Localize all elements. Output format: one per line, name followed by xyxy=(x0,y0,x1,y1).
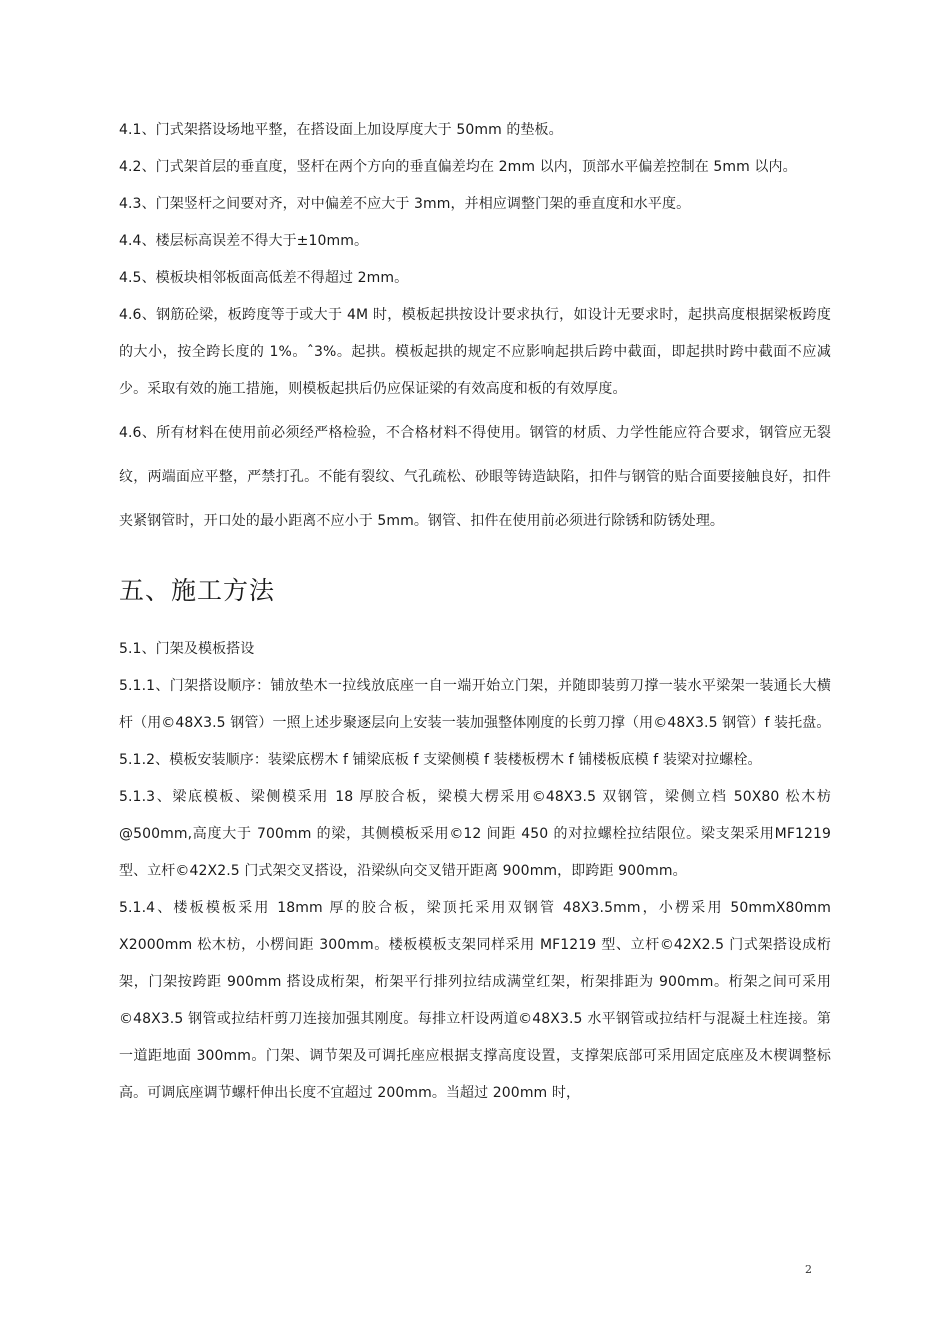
paragraph-5-1-2: 5.1.2、模板安装顺序：装梁底楞木 f 铺梁底板 f 支梁侧模 f 装楼板楞木 f 铺楼板底模 f 装梁对拉螺栓。 xyxy=(119,752,762,768)
paragraph-4-1: 4.1、门式架搭设场地平整，在搭设面上加设厚度大于 50mm 的垫板。 xyxy=(119,122,563,138)
paragraph-4-6-materials: 4.6、所有材料在使用前必须经严格检验，不合格材料不得使用。钢管的材质、力学性能应符合要求，钢管应无裂纹，两端面应平整，严禁打孔。不能有裂纹、气孔疏松、砂眼等铸造缺陷，扣件与钢管的贴合面要接触良好，扣件夹紧钢管时，开口处的最小距离不应小于 5mm。钢管、扣件在使用前必须进行除锈和防锈处理。 xyxy=(119,425,831,529)
paragraph-5-1-1: 5.1.1、门架搭设顺序：铺放垫木一拉线放底座一自一端开始立门架，并随即装剪刀撑一装水平梁架一装通长大横杆（用©48X3.5 钢管）一照上述步聚逐层向上安装一装加强整体刚度的长剪刀撑（用©48X3.5 钢管）f 装托盘。 xyxy=(119,678,831,731)
paragraph-4-3: 4.3、门架竖杆之间要对齐，对中偏差不应大于 3mm，并相应调整门架的垂直度和水平度。 xyxy=(119,196,691,212)
paragraph-5-1: 5.1、门架及模板搭设 xyxy=(119,641,255,657)
paragraph-5-1-3: 5.1.3、梁底模板、梁侧模采用 18 厚胶合板，梁模大楞采用©48X3.5 双钢管，梁侧立档 50X80 松木枋@500mm,高度大于 700mm 的梁，其侧模板采用©12 间距 450 的对拉螺栓拉结限位。梁支架采用MF1219 型、立杆©42X2.5 门式架交叉搭设，沿梁纵向交叉错开距离 900mm，即跨距 900mm。 xyxy=(119,789,831,879)
page-number: 2 xyxy=(805,1263,812,1276)
paragraph-4-6-camber: 4.6、钢筋砼梁，板跨度等于或大于 4M 时，模板起拱按设计要求执行，如设计无要求时，起拱高度根据梁板跨度的大小，按全跨长度的 1%。ˆ3%。起拱。模板起拱的规定不应影响起拱后跨中截面，即起拱时跨中截面不应减少。采取有效的施工措施，则模板起拱后仍应保证梁的有效高度和板的有效厚度。 xyxy=(119,307,831,397)
section-5-heading: 五、施工方法 xyxy=(119,576,276,605)
paragraph-4-2: 4.2、门式架首层的垂直度，竖杆在两个方向的垂直偏差均在 2mm 以内，顶部水平偏差控制在 5mm 以内。 xyxy=(119,159,797,175)
paragraph-4-4: 4.4、楼层标高误差不得大于±10mm。 xyxy=(119,233,369,249)
paragraph-5-1-4: 5.1.4、楼板模板采用 18mm 厚的胶合板，梁顶托采用双钢管 48X3.5mm，小楞采用 50mmX80mm X2000mm 松木枋，小楞间距 300mm。楼板模板支架同样采用 MF1219 型、立杆©42X2.5 门式架搭设成桁架，门架按跨距 900mm 搭设成桁架，桁架平行排列拉结成满堂红架，桁架排距为 900mm。桁架之间可采用©48X3.5 钢管或拉结杆剪刀连接加强其刚度。每排立杆设两道©48X3.5 水平钢管或拉结杆与混凝土柱连接。第一道距地面 300mm。门架、调节架及可调托座应根据支撑高度设置，支撑架底部可采用固定底座及木楔调整标高。可调底座调节螺杆伸出长度不宜超过 200mm。当超过 200mm 时， xyxy=(119,900,831,1101)
page-content xyxy=(119,112,831,1112)
paragraph-4-5: 4.5、模板块相邻板面高低差不得超过 2mm。 xyxy=(119,270,409,286)
